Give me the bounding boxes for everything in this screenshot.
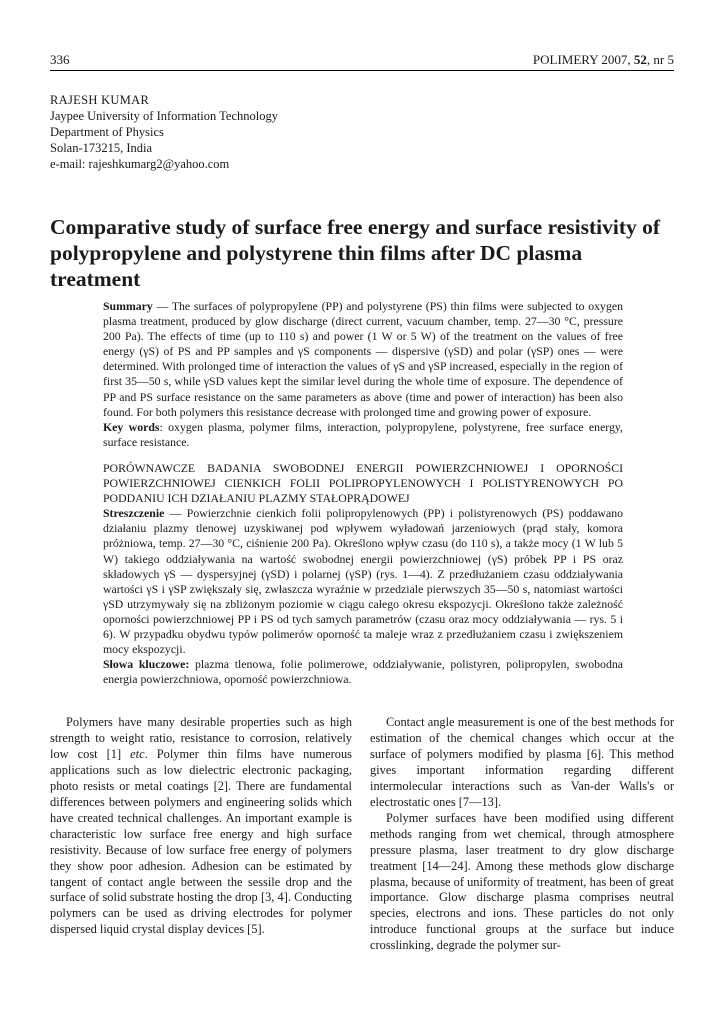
author-block xyxy=(50,92,278,172)
running-header xyxy=(50,50,674,71)
slowa-kluczowe-label: Słowa kluczowe: xyxy=(103,657,190,672)
paper-title: Comparative study of surface free energy and surface resistivity of polypropylene and polystyrene thin films after DC plasma treatment xyxy=(50,215,661,291)
author-email: e-mail: rajeshkumarg2@yahoo.com xyxy=(50,157,230,171)
summary-label: Summary xyxy=(103,299,153,313)
keywords-en xyxy=(103,420,623,450)
keywords-pl xyxy=(103,657,623,687)
body-paragraph: Polymer surfaces have been modified using different methods ranging from wet chemical, through atmosphere pressure plasma, laser treatment to dry glow discharge treatment [14—24]. Among these methods glow discharge plasma, because of uniformity of treatment, has been of great importance. Glow discharge plasma comprises neutral species, electrons and ions. These particles do not only introduce functional groups at the surface but induce crosslinking, degrade the polymer sur- xyxy=(370,810,674,953)
streszczenie-label: Streszczenie xyxy=(103,506,165,521)
body-paragraph: Polymers have many desirable properties such as high strength to weight ratio, resistance to corrosion, relatively low cost [1] etc. Polymer thin films have numerous applications such as low dielectric electronic packaging, photo resists or metal coatings [2]. There are fundamental differences between polymers and engineering solids which have created technical challenges. An important example is characteristic low surface free energy and high surface resistivity. Because of low surface free energy of polymers they show poor adhesion. Adhesion can be estimated by tangent of contact angle between the sessile drop and the surface of solid substrate hosting the drop [3, 4]. Conducting polymers can be used as driving electrodes for polymer dispersed liquid crystal display devices [5]. xyxy=(50,715,352,937)
polish-title: PORÓWNAWCZE BADANIA SWOBODNEJ ENERGII POWIERZCHNIOWEJ I OPORNOŚCI POWIERZCHNIOWEJ CIENKICH FOLII POLIPROPYLENOWYCH I POLISTYRENOWYCH PO PODDANIU ICH DZIAŁANIU PLAZMY STAŁOPRĄDOWEJ xyxy=(103,460,623,506)
page-number: 336 xyxy=(50,52,70,67)
volume: 52 xyxy=(633,52,647,67)
keywords-label: Key words xyxy=(103,419,160,434)
journal-citation: POLIMERY 2007, 52, nr 5 xyxy=(532,52,674,67)
body-paragraph: Contact angle measurement is one of the best methods for estimation of the chemical changes which occur at the surface of polymers modified by plasma [6]. This method gives important information regarding different intermolecular interactions such as Van-der Walls's or electrostatic ones [7—13]. xyxy=(370,715,674,809)
affiliation-line: Solan-173215, India xyxy=(50,141,153,155)
affiliation-line: Jaypee University of Information Technology xyxy=(50,109,279,123)
abstract-pl xyxy=(103,506,623,657)
body-column-left xyxy=(50,715,352,938)
keywords-text: : oxygen plasma, polymer films, interaction, polypropylene, polystyrene, free surface energy, surface resistance. xyxy=(103,419,623,449)
abstract-section xyxy=(103,299,623,687)
affiliation-line: Department of Physics xyxy=(50,125,164,139)
author-name: RAJESH KUMAR xyxy=(50,93,150,107)
abstract-en xyxy=(103,299,623,420)
slowa-kluczowe-text: plazma tlenowa, folie polimerowe, oddziaływanie, polistyren, polipropylen, swobodna energia powierzchniowa, oporność powierzchniowa. xyxy=(103,657,623,687)
summary-text: — The surfaces of polypropylene (PP) and polystyrene (PS) thin films were subjected to oxygen plasma treatment, produced by glow discharge (direct current, vacuum chamber, temp. 27—30 °C, pressure 200 Pa). The effects of time (up to 110 s) and power (1 W or 5 W) of the treatment on the values of free energy (γS) of PS and PP samples and γS components — dispersive (γSD) and polar (γSP) ones — were determined. With prolonged time of interaction the values of γS and γSP increased, especially in the region of first 35—50 s, while γSD values kept the similar level during the whole time of exposure. The dependence of PP and PS surface resistance on the same parameters as above (time and power of interaction) has been also found. For both polymers this resistance decrease with prolonged time and growing power of exposure. xyxy=(103,299,623,419)
body-column-right xyxy=(370,715,674,954)
streszczenie-text: — Powierzchnie cienkich folii polipropylenowych (PP) i polistyrenowych (PS) poddawano działaniu plazmy tlenowej uzyskiwanej pod wpływem wyładowań jarzeniowych (prąd stały, komora próżniowa, temp. 27—30 °C, ciśnienie 200 Pa). Określono wpływ czasu (do 110 s), a także mocy (1 W lub 5 W) takiego oddziaływania na wartość swobodnej energii powierzchniowej (γS) próbek PP i PS oraz składowych γS — dyspersyjnej (γSD) i polarnej (γSP) (rys. 1—4). Z przedłużaniem czasu oddziaływania wartości γS i γSP zwiększały się, zwłaszcza wyraźnie w przedziale pierwszych 35—50 s, natomiast wartości γSD utrzymywały się na zbliżonym poziomie w ciągu całego okresu ekspozycji. Określono także zależność oporności powierzchniowej PP i PS od tych samych parametrów (czasu oraz mocy oddziaływania — rys. 5 i 6). W przypadku obydwu typów polimerów oporność ta maleje wraz z przedłużaniem czasu i zwiększeniem mocy ekspozycji. xyxy=(103,506,623,657)
